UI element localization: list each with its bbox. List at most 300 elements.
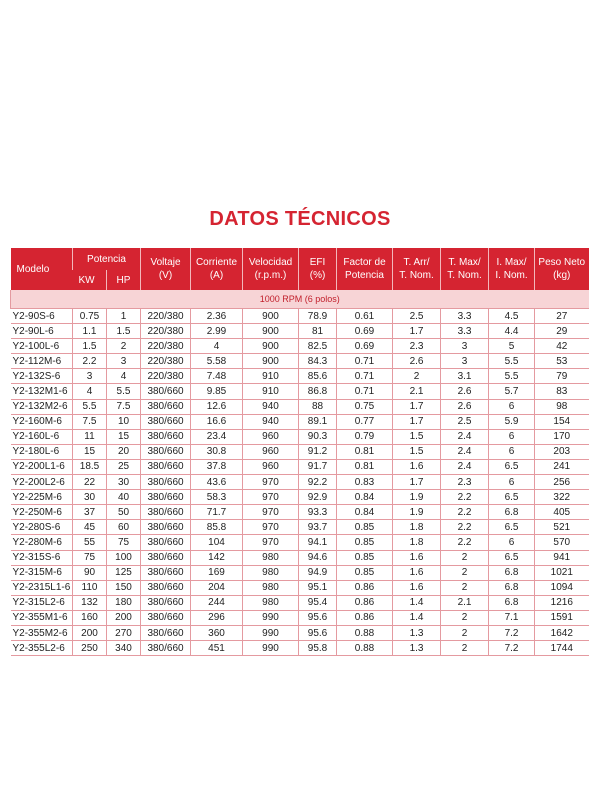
cell-t-max: 2 — [441, 610, 489, 625]
cell-corriente: 296 — [191, 610, 243, 625]
cell-t-arr: 1.6 — [393, 459, 441, 474]
cell-voltaje: 380/660 — [141, 505, 191, 520]
cell-efi: 94.9 — [299, 565, 337, 580]
cell-factor-potencia: 0.81 — [337, 444, 393, 459]
cell-peso-neto: 79 — [535, 369, 589, 384]
cell-t-arr: 1.5 — [393, 444, 441, 459]
table-body — [11, 309, 589, 656]
cell-modelo: Y2-90S-6 — [11, 309, 73, 324]
cell-factor-potencia: 0.71 — [337, 384, 393, 399]
cell-kw: 11 — [73, 429, 107, 444]
cell-corriente: 85.8 — [191, 520, 243, 535]
cell-peso-neto: 1021 — [535, 565, 589, 580]
cell-i-max: 5.5 — [489, 354, 535, 369]
cell-voltaje: 380/660 — [141, 384, 191, 399]
cell-velocidad: 990 — [243, 641, 299, 656]
cell-factor-potencia: 0.75 — [337, 399, 393, 414]
cell-peso-neto: 570 — [535, 535, 589, 550]
cell-velocidad: 980 — [243, 580, 299, 595]
cell-t-max: 2 — [441, 641, 489, 656]
cell-modelo: Y2-160M-6 — [11, 414, 73, 429]
cell-modelo: Y2-280M-6 — [11, 535, 73, 550]
cell-t-arr: 1.6 — [393, 580, 441, 595]
cell-kw: 160 — [73, 610, 107, 625]
table-row — [11, 444, 589, 459]
header-kw: KW — [73, 270, 107, 290]
table-row — [11, 505, 589, 520]
cell-modelo: Y2-180L-6 — [11, 444, 73, 459]
cell-t-max: 3.3 — [441, 324, 489, 339]
technical-data-table — [10, 248, 589, 656]
cell-voltaje: 380/660 — [141, 641, 191, 656]
cell-factor-potencia: 0.83 — [337, 475, 393, 490]
cell-t-arr: 1.3 — [393, 625, 441, 640]
cell-t-arr: 1.3 — [393, 641, 441, 656]
cell-hp: 50 — [107, 505, 141, 520]
header-modelo: Modelo — [11, 248, 73, 290]
cell-t-arr: 1.8 — [393, 535, 441, 550]
cell-velocidad: 990 — [243, 625, 299, 640]
cell-t-max: 2.1 — [441, 595, 489, 610]
cell-voltaje: 380/660 — [141, 595, 191, 610]
cell-t-max: 2.2 — [441, 490, 489, 505]
table-row — [11, 354, 589, 369]
cell-t-max: 2.2 — [441, 520, 489, 535]
cell-modelo: Y2-200L1-6 — [11, 459, 73, 474]
cell-factor-potencia: 0.86 — [337, 610, 393, 625]
cell-efi: 92.9 — [299, 490, 337, 505]
table-row — [11, 475, 589, 490]
cell-i-max: 6.8 — [489, 580, 535, 595]
cell-velocidad: 910 — [243, 384, 299, 399]
cell-t-arr: 1.5 — [393, 429, 441, 444]
cell-factor-potencia: 0.79 — [337, 429, 393, 444]
cell-corriente: 71.7 — [191, 505, 243, 520]
cell-t-arr: 1.7 — [393, 475, 441, 490]
cell-modelo: Y2-355M1-6 — [11, 610, 73, 625]
cell-voltaje: 380/660 — [141, 475, 191, 490]
table-row — [11, 369, 589, 384]
cell-i-max: 6.5 — [489, 550, 535, 565]
cell-corriente: 2.36 — [191, 309, 243, 324]
cell-hp: 25 — [107, 459, 141, 474]
cell-velocidad: 910 — [243, 369, 299, 384]
cell-t-max: 2.6 — [441, 399, 489, 414]
header-factor-potencia: Factor de Potencia — [337, 248, 393, 290]
table-row — [11, 490, 589, 505]
cell-modelo: Y2-132M2-6 — [11, 399, 73, 414]
cell-kw: 132 — [73, 595, 107, 610]
cell-corriente: 5.58 — [191, 354, 243, 369]
cell-voltaje: 380/660 — [141, 444, 191, 459]
cell-corriente: 23.4 — [191, 429, 243, 444]
cell-t-arr: 1.7 — [393, 324, 441, 339]
cell-corriente: 16.6 — [191, 414, 243, 429]
table-row — [11, 610, 589, 625]
cell-peso-neto: 98 — [535, 399, 589, 414]
cell-efi: 91.2 — [299, 444, 337, 459]
cell-efi: 95.6 — [299, 610, 337, 625]
cell-efi: 90.3 — [299, 429, 337, 444]
cell-corriente: 2.99 — [191, 324, 243, 339]
cell-factor-potencia: 0.71 — [337, 354, 393, 369]
table-row — [11, 595, 589, 610]
cell-peso-neto: 241 — [535, 459, 589, 474]
cell-voltaje: 380/660 — [141, 550, 191, 565]
cell-hp: 2 — [107, 339, 141, 354]
cell-peso-neto: 322 — [535, 490, 589, 505]
table-row — [11, 309, 589, 324]
cell-t-max: 2 — [441, 580, 489, 595]
cell-hp: 4 — [107, 369, 141, 384]
cell-efi: 85.6 — [299, 369, 337, 384]
cell-hp: 60 — [107, 520, 141, 535]
cell-i-max: 7.1 — [489, 610, 535, 625]
cell-kw: 110 — [73, 580, 107, 595]
cell-kw: 18.5 — [73, 459, 107, 474]
cell-velocidad: 970 — [243, 505, 299, 520]
table-row — [11, 535, 589, 550]
cell-velocidad: 970 — [243, 535, 299, 550]
cell-modelo: Y2-160L-6 — [11, 429, 73, 444]
cell-efi: 91.7 — [299, 459, 337, 474]
cell-modelo: Y2-315L2-6 — [11, 595, 73, 610]
cell-modelo: Y2-315S-6 — [11, 550, 73, 565]
cell-hp: 75 — [107, 535, 141, 550]
cell-i-max: 6.5 — [489, 459, 535, 474]
cell-factor-potencia: 0.71 — [337, 369, 393, 384]
cell-peso-neto: 256 — [535, 475, 589, 490]
cell-t-arr: 2 — [393, 369, 441, 384]
cell-i-max: 6 — [489, 535, 535, 550]
cell-modelo: Y2-132M1-6 — [11, 384, 73, 399]
cell-corriente: 58.3 — [191, 490, 243, 505]
cell-i-max: 6 — [489, 399, 535, 414]
cell-efi: 78.9 — [299, 309, 337, 324]
cell-t-max: 3.1 — [441, 369, 489, 384]
cell-peso-neto: 203 — [535, 444, 589, 459]
cell-efi: 95.6 — [299, 625, 337, 640]
cell-kw: 2.2 — [73, 354, 107, 369]
cell-modelo: Y2-90L-6 — [11, 324, 73, 339]
cell-peso-neto: 405 — [535, 505, 589, 520]
cell-factor-potencia: 0.69 — [337, 324, 393, 339]
cell-velocidad: 970 — [243, 475, 299, 490]
cell-kw: 22 — [73, 475, 107, 490]
cell-corriente: 204 — [191, 580, 243, 595]
cell-i-max: 5 — [489, 339, 535, 354]
table-row — [11, 459, 589, 474]
cell-peso-neto: 83 — [535, 384, 589, 399]
table-row — [11, 641, 589, 656]
cell-voltaje: 380/660 — [141, 414, 191, 429]
cell-efi: 92.2 — [299, 475, 337, 490]
cell-hp: 10 — [107, 414, 141, 429]
cell-t-max: 2 — [441, 550, 489, 565]
table-row — [11, 429, 589, 444]
cell-velocidad: 960 — [243, 429, 299, 444]
header-hp: HP — [107, 270, 141, 290]
cell-voltaje: 220/380 — [141, 369, 191, 384]
cell-factor-potencia: 0.61 — [337, 309, 393, 324]
cell-velocidad: 900 — [243, 324, 299, 339]
cell-corriente: 9.85 — [191, 384, 243, 399]
cell-i-max: 6 — [489, 444, 535, 459]
cell-t-arr: 1.9 — [393, 490, 441, 505]
table-row — [11, 339, 589, 354]
cell-voltaje: 380/660 — [141, 565, 191, 580]
cell-corriente: 7.48 — [191, 369, 243, 384]
cell-t-arr: 1.6 — [393, 550, 441, 565]
cell-corriente: 43.6 — [191, 475, 243, 490]
cell-efi: 86.8 — [299, 384, 337, 399]
cell-corriente: 360 — [191, 625, 243, 640]
cell-peso-neto: 170 — [535, 429, 589, 444]
cell-velocidad: 990 — [243, 610, 299, 625]
cell-kw: 200 — [73, 625, 107, 640]
table-row — [11, 414, 589, 429]
cell-voltaje: 220/380 — [141, 309, 191, 324]
cell-i-max: 6.8 — [489, 565, 535, 580]
cell-voltaje: 220/380 — [141, 354, 191, 369]
cell-i-max: 4.5 — [489, 309, 535, 324]
cell-efi: 84.3 — [299, 354, 337, 369]
cell-t-max: 3 — [441, 354, 489, 369]
cell-peso-neto: 1094 — [535, 580, 589, 595]
section-label: 1000 RPM (6 polos) — [11, 290, 589, 309]
cell-factor-potencia: 0.84 — [337, 505, 393, 520]
cell-velocidad: 970 — [243, 520, 299, 535]
cell-velocidad: 960 — [243, 459, 299, 474]
cell-voltaje: 380/660 — [141, 625, 191, 640]
cell-t-arr: 1.4 — [393, 595, 441, 610]
cell-efi: 95.4 — [299, 595, 337, 610]
cell-t-max: 2.2 — [441, 505, 489, 520]
cell-efi: 81 — [299, 324, 337, 339]
cell-factor-potencia: 0.77 — [337, 414, 393, 429]
cell-kw: 37 — [73, 505, 107, 520]
cell-i-max: 6 — [489, 429, 535, 444]
header-velocidad: Velocidad (r.p.m.) — [243, 248, 299, 290]
cell-hp: 30 — [107, 475, 141, 490]
cell-hp: 1.5 — [107, 324, 141, 339]
cell-efi: 95.1 — [299, 580, 337, 595]
cell-i-max: 6.8 — [489, 595, 535, 610]
cell-peso-neto: 53 — [535, 354, 589, 369]
cell-corriente: 451 — [191, 641, 243, 656]
cell-corriente: 30.8 — [191, 444, 243, 459]
table-row — [11, 399, 589, 414]
cell-efi: 93.7 — [299, 520, 337, 535]
cell-peso-neto: 1591 — [535, 610, 589, 625]
cell-peso-neto: 521 — [535, 520, 589, 535]
cell-t-max: 2 — [441, 625, 489, 640]
cell-peso-neto: 1642 — [535, 625, 589, 640]
cell-factor-potencia: 0.69 — [337, 339, 393, 354]
cell-kw: 75 — [73, 550, 107, 565]
cell-kw: 3 — [73, 369, 107, 384]
cell-t-max: 2 — [441, 565, 489, 580]
cell-i-max: 5.5 — [489, 369, 535, 384]
cell-voltaje: 220/380 — [141, 339, 191, 354]
cell-modelo: Y2-112M-6 — [11, 354, 73, 369]
cell-velocidad: 900 — [243, 339, 299, 354]
cell-factor-potencia: 0.86 — [337, 595, 393, 610]
cell-kw: 250 — [73, 641, 107, 656]
cell-velocidad: 980 — [243, 550, 299, 565]
page-title: DATOS TÉCNICOS — [209, 208, 391, 230]
table-row — [11, 520, 589, 535]
cell-hp: 180 — [107, 595, 141, 610]
header-corriente: Corriente (A) — [191, 248, 243, 290]
cell-hp: 3 — [107, 354, 141, 369]
cell-efi: 93.3 — [299, 505, 337, 520]
cell-t-max: 2.4 — [441, 444, 489, 459]
cell-voltaje: 220/380 — [141, 324, 191, 339]
cell-modelo: Y2-355M2-6 — [11, 625, 73, 640]
cell-i-max: 6.5 — [489, 520, 535, 535]
cell-velocidad: 900 — [243, 309, 299, 324]
cell-hp: 40 — [107, 490, 141, 505]
cell-corriente: 37.8 — [191, 459, 243, 474]
cell-hp: 270 — [107, 625, 141, 640]
cell-velocidad: 970 — [243, 490, 299, 505]
cell-peso-neto: 941 — [535, 550, 589, 565]
cell-peso-neto: 1216 — [535, 595, 589, 610]
cell-voltaje: 380/660 — [141, 610, 191, 625]
cell-factor-potencia: 0.84 — [337, 490, 393, 505]
cell-kw: 45 — [73, 520, 107, 535]
cell-efi: 94.1 — [299, 535, 337, 550]
cell-hp: 7.5 — [107, 399, 141, 414]
cell-efi: 88 — [299, 399, 337, 414]
cell-t-max: 2.4 — [441, 429, 489, 444]
cell-modelo: Y2-2315L1-6 — [11, 580, 73, 595]
cell-hp: 20 — [107, 444, 141, 459]
cell-efi: 94.6 — [299, 550, 337, 565]
cell-t-max: 2.6 — [441, 384, 489, 399]
cell-modelo: Y2-280S-6 — [11, 520, 73, 535]
cell-t-arr: 2.1 — [393, 384, 441, 399]
cell-factor-potencia: 0.81 — [337, 459, 393, 474]
cell-factor-potencia: 0.86 — [337, 580, 393, 595]
cell-t-arr: 1.7 — [393, 399, 441, 414]
cell-corriente: 244 — [191, 595, 243, 610]
header-t-arr: T. Arr/ T. Nom. — [393, 248, 441, 290]
cell-t-arr: 1.7 — [393, 414, 441, 429]
cell-t-max: 2.4 — [441, 459, 489, 474]
header-potencia: Potencia — [73, 248, 141, 270]
cell-i-max: 5.9 — [489, 414, 535, 429]
cell-velocidad: 900 — [243, 354, 299, 369]
cell-hp: 200 — [107, 610, 141, 625]
cell-factor-potencia: 0.85 — [337, 565, 393, 580]
cell-t-arr: 1.8 — [393, 520, 441, 535]
cell-t-arr: 1.9 — [393, 505, 441, 520]
cell-velocidad: 940 — [243, 414, 299, 429]
cell-corriente: 12.6 — [191, 399, 243, 414]
cell-modelo: Y2-100L-6 — [11, 339, 73, 354]
cell-factor-potencia: 0.85 — [337, 520, 393, 535]
cell-voltaje: 380/660 — [141, 399, 191, 414]
cell-kw: 0.75 — [73, 309, 107, 324]
table-row — [11, 580, 589, 595]
cell-kw: 7.5 — [73, 414, 107, 429]
header-t-max: T. Max/ T. Nom. — [441, 248, 489, 290]
cell-factor-potencia: 0.85 — [337, 535, 393, 550]
cell-i-max: 4.4 — [489, 324, 535, 339]
cell-hp: 5.5 — [107, 384, 141, 399]
cell-factor-potencia: 0.88 — [337, 625, 393, 640]
cell-kw: 4 — [73, 384, 107, 399]
cell-voltaje: 380/660 — [141, 459, 191, 474]
cell-factor-potencia: 0.85 — [337, 550, 393, 565]
cell-corriente: 4 — [191, 339, 243, 354]
cell-t-arr: 2.6 — [393, 354, 441, 369]
cell-voltaje: 380/660 — [141, 535, 191, 550]
cell-t-max: 2.3 — [441, 475, 489, 490]
cell-modelo: Y2-315M-6 — [11, 565, 73, 580]
cell-peso-neto: 1744 — [535, 641, 589, 656]
cell-velocidad: 960 — [243, 444, 299, 459]
cell-t-arr: 2.5 — [393, 309, 441, 324]
cell-peso-neto: 154 — [535, 414, 589, 429]
cell-hp: 15 — [107, 429, 141, 444]
cell-factor-potencia: 0.88 — [337, 641, 393, 656]
header-efi: EFI (%) — [299, 248, 337, 290]
table-row — [11, 550, 589, 565]
cell-peso-neto: 42 — [535, 339, 589, 354]
cell-modelo: Y2-225M-6 — [11, 490, 73, 505]
cell-i-max: 7.2 — [489, 641, 535, 656]
cell-t-arr: 2.3 — [393, 339, 441, 354]
cell-kw: 55 — [73, 535, 107, 550]
cell-i-max: 5.7 — [489, 384, 535, 399]
cell-kw: 90 — [73, 565, 107, 580]
header-peso-neto: Peso Neto (kg) — [535, 248, 589, 290]
cell-efi: 82.5 — [299, 339, 337, 354]
cell-t-max: 2.5 — [441, 414, 489, 429]
cell-modelo: Y2-355L2-6 — [11, 641, 73, 656]
cell-modelo: Y2-200L2-6 — [11, 475, 73, 490]
cell-kw: 1.1 — [73, 324, 107, 339]
cell-t-max: 3 — [441, 339, 489, 354]
table-row — [11, 565, 589, 580]
cell-i-max: 6.8 — [489, 505, 535, 520]
cell-kw: 30 — [73, 490, 107, 505]
cell-velocidad: 980 — [243, 595, 299, 610]
cell-corriente: 142 — [191, 550, 243, 565]
cell-hp: 1 — [107, 309, 141, 324]
cell-t-arr: 1.6 — [393, 565, 441, 580]
cell-voltaje: 380/660 — [141, 520, 191, 535]
header-voltaje: Voltaje (V) — [141, 248, 191, 290]
cell-corriente: 104 — [191, 535, 243, 550]
cell-voltaje: 380/660 — [141, 429, 191, 444]
cell-t-max: 3.3 — [441, 309, 489, 324]
cell-hp: 150 — [107, 580, 141, 595]
cell-t-arr: 1.4 — [393, 610, 441, 625]
cell-kw: 5.5 — [73, 399, 107, 414]
cell-peso-neto: 27 — [535, 309, 589, 324]
cell-kw: 15 — [73, 444, 107, 459]
cell-hp: 340 — [107, 641, 141, 656]
cell-modelo: Y2-250M-6 — [11, 505, 73, 520]
cell-modelo: Y2-132S-6 — [11, 369, 73, 384]
cell-t-max: 2.2 — [441, 535, 489, 550]
cell-voltaje: 380/660 — [141, 580, 191, 595]
cell-velocidad: 940 — [243, 399, 299, 414]
